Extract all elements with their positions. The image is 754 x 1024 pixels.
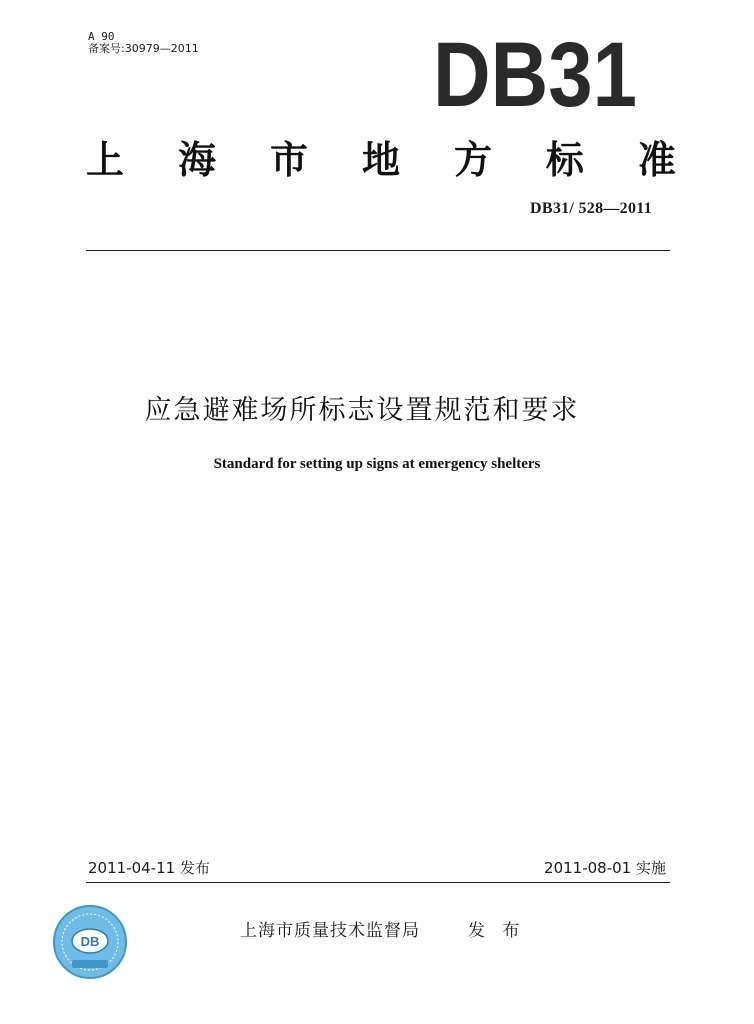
standard-number: DB31/ 528—2011	[530, 200, 652, 217]
implementation-date: 2011-08-01 实施	[544, 859, 666, 877]
issue-date: 2011-04-11 发布	[88, 859, 210, 877]
issuing-verb: 发 布	[468, 921, 526, 941]
standard-type-char: 标	[545, 137, 584, 182]
english-title: Standard for setting up signs at emergency shelters	[213, 456, 541, 472]
standard-type-char: 海	[177, 137, 216, 182]
filing-number: 备案号:30979—2011	[88, 42, 199, 55]
db31-logo	[430, 24, 640, 126]
db31-logo-text: DB31	[433, 24, 637, 126]
standard-type-char: 上	[86, 137, 125, 182]
seal-text: DB	[80, 934, 100, 949]
top-divider	[86, 250, 670, 251]
issuing-authority: 上海市质量技术监督局	[240, 921, 420, 941]
anti-counterfeit-seal	[52, 904, 128, 980]
chinese-title: 应急避难场所标志设置规范和要求	[144, 395, 580, 426]
classification-code: A 90	[88, 30, 115, 43]
standard-type-char: 地	[361, 137, 400, 182]
bottom-divider	[86, 882, 670, 883]
standard-type-char: 市	[269, 137, 308, 182]
standard-type-char: 准	[637, 137, 676, 182]
standard-type-heading	[86, 128, 676, 184]
standard-type-char: 方	[453, 137, 492, 182]
